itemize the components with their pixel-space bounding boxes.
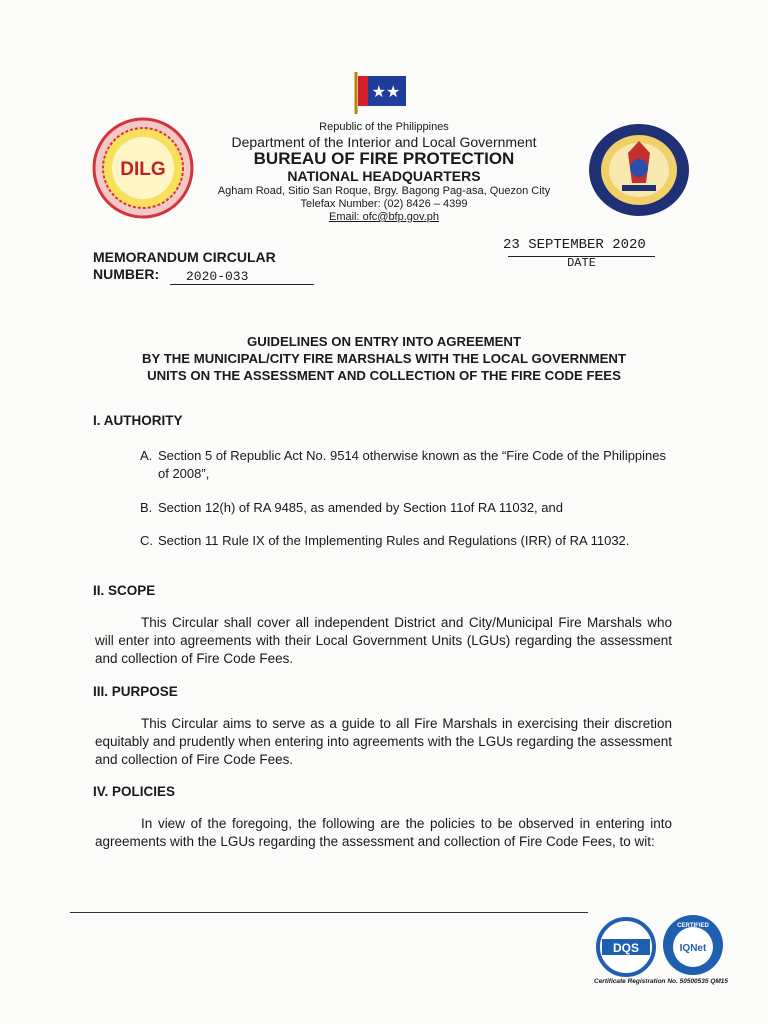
policies-paragraph (95, 815, 672, 851)
headquarters-line: NATIONAL HEADQUARTERS (287, 168, 481, 184)
memo-circular-label: MEMORANDUM CIRCULAR (93, 249, 276, 265)
authority-heading: I. AUTHORITY (93, 413, 183, 428)
title-line-3: UNITS ON THE ASSESSMENT AND COLLECTION OF THE FIRE CODE FEES (147, 368, 621, 383)
authority-item-a (140, 447, 680, 483)
memo-number-value: 2020-033 (186, 269, 249, 284)
footer-rule (70, 912, 588, 913)
authority-item-c (140, 532, 680, 550)
memo-number-label: NUMBER: (93, 266, 160, 282)
authority-item-a-label: A. (140, 448, 153, 463)
authority-item-b-text: Section 12(h) of RA 9485, as amended by Section 11of RA 11032, and (158, 500, 563, 515)
purpose-heading: III. PURPOSE (93, 684, 178, 699)
purpose-paragraph (95, 715, 672, 769)
certificate-registration: Certificate Registration No. 50500535 QM15 (594, 978, 729, 985)
scope-paragraph (95, 614, 672, 668)
purpose-text: This Circular aims to serve as a guide to all Fire Marshals in exercising their discretion equitably and prudently when entering into agreements with the LGUs regarding the assessment and collection of Fire Code Fees. (95, 716, 672, 767)
authority-item-c-text: Section 11 Rule IX of the Implementing Rules and Regulations (IRR) of RA 11032. (158, 533, 630, 548)
department-line: Department of the Interior and Local Government (231, 134, 537, 150)
authority-item-b (140, 499, 680, 517)
policies-text: In view of the foregoing, the following are the policies to be observed in entering into agreements with the LGUs regarding the assessment and collection of Fire Code Fees, to wit: (95, 816, 672, 849)
telefax-line: Telefax Number: (02) 8426 – 4399 (300, 198, 468, 210)
certified-arc-text: CERTIFIED (677, 923, 709, 929)
iqnet-text: IQNet (679, 943, 707, 954)
flag-logo (352, 70, 412, 116)
bureau-name: BUREAU OF FIRE PROTECTION (253, 149, 515, 168)
dqs-cert-logo (594, 917, 658, 977)
dilg-seal-text: DILG (120, 159, 166, 180)
scope-heading: II. SCOPE (93, 583, 156, 598)
authority-item-c-label: C. (140, 533, 153, 548)
date-label: DATE (567, 256, 596, 270)
date-value: 23 SEPTEMBER 2020 (503, 237, 646, 253)
title-line-1: GUIDELINES ON ENTRY INTO AGREEMENT (246, 334, 522, 349)
iqnet-cert-logo (661, 913, 725, 977)
address-line: Agham Road, Sitio San Roque, Brgy. Bagong Pag-asa, Quezon City (217, 185, 551, 197)
email-link[interactable]: Email: ofc@bfp.gov.ph (328, 211, 440, 223)
memo-number-field (170, 268, 314, 285)
policies-heading: IV. POLICIES (93, 784, 176, 799)
authority-item-a-text: Section 5 of Republic Act No. 9514 otherwise known as the “Fire Code of the Philippines of 2008”, (158, 448, 667, 481)
dqs-text: DQS (612, 941, 640, 955)
republic-line: Republic of the Philippines (319, 121, 449, 133)
authority-item-b-label: B. (140, 500, 153, 515)
scope-text: This Circular shall cover all independent District and City/Municipal Fire Marshals who will enter into agreements with their Local Government Units (LGUs) regarding the assessment and collection of Fire Code Fees. (95, 615, 672, 666)
title-line-2: BY THE MUNICIPAL/CITY FIRE MARSHALS WITH THE LOCAL GOVERNMENT (141, 351, 627, 366)
svg-text:★★: ★★ (371, 82, 401, 101)
